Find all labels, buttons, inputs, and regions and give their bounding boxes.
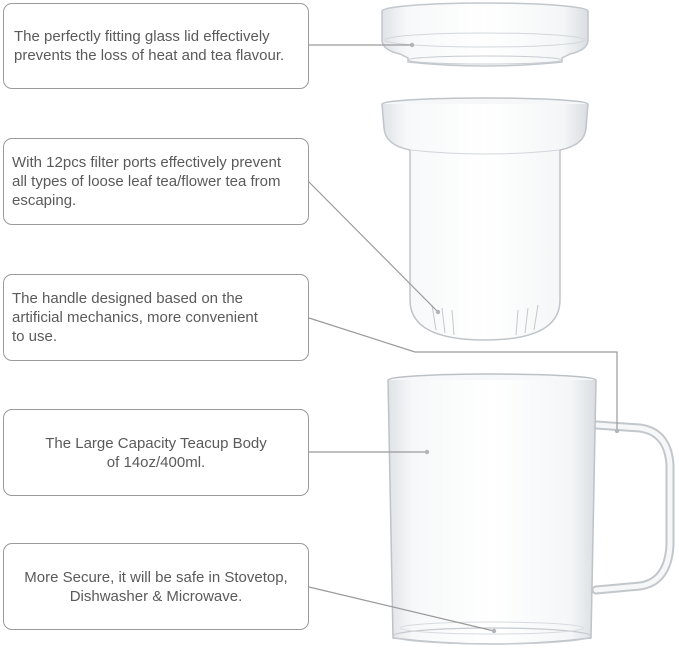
handle-callout-line: artificial mechanics, more convenient <box>12 309 258 326</box>
filter-callout-line: escaping. <box>12 192 77 209</box>
lid-pointer-dot <box>410 43 414 47</box>
filter-callout-line: all types of loose leaf tea/flower tea from <box>12 173 281 190</box>
handle-callout-line: The handle designed based on the <box>12 290 244 307</box>
body-callout-line: The Large Capacity Teacup Body <box>45 434 267 452</box>
handle-callout <box>3 274 309 361</box>
filter-callout <box>3 138 309 225</box>
lid-callout <box>3 3 309 89</box>
filter-pointer-dot <box>436 310 440 314</box>
body-callout <box>3 409 309 496</box>
handle-pointer-dot <box>615 429 619 433</box>
glass-lid-image <box>382 3 588 66</box>
body-callout-line: of 14oz/400ml. <box>106 453 206 471</box>
safety-callout <box>3 543 309 630</box>
lid-callout-line: prevents the loss of heat and tea flavour. <box>14 47 285 64</box>
safety-callout-line: Dishwasher & Microwave. <box>69 587 243 605</box>
glass-mug-image <box>388 374 670 644</box>
glass-filter-image <box>382 98 588 340</box>
handle-callout-line: to use. <box>12 328 58 345</box>
safety-callout-line: More Secure, it will be safe in Stovetop, <box>24 568 288 586</box>
lid-callout-line: The perfectly fitting glass lid effectively <box>14 28 270 45</box>
filter-callout-line: With 12pcs filter ports effectively prevent <box>12 154 282 171</box>
body-pointer-dot <box>425 450 429 454</box>
base-pointer-dot <box>492 629 496 633</box>
